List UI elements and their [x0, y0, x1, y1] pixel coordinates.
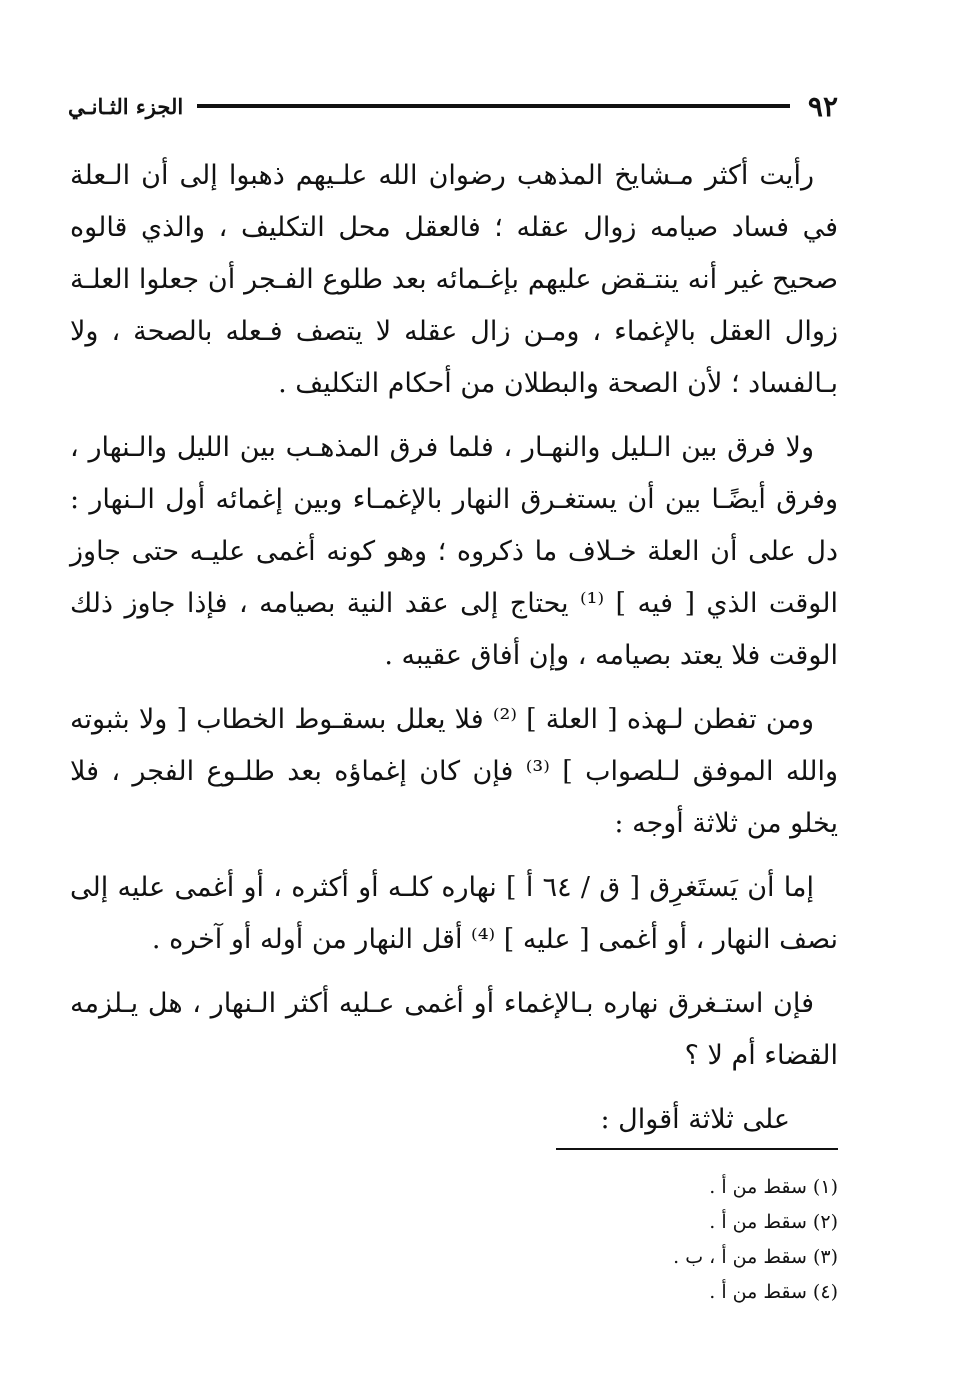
footnotes: [430, 1170, 838, 1310]
footnote-2: (٢) سقط من أ .: [709, 1211, 838, 1233]
footnote-rule: [556, 1148, 838, 1150]
paragraph-6: على ثلاثة أقوال :: [600, 1104, 790, 1135]
footnote-3: (٣) سقط من أ ، ب .: [673, 1246, 838, 1268]
paragraph-4: إما أن يَستَغرِق [ ق / ٦٤ أ ] نهاره كلـه أو أكثره ، أو أغمى عليه إلى نصف النهار ، أو أغمى [ عليه ] ⁽⁴⁾ أقل النهار من أوله أو آخره .: [70, 872, 838, 955]
page-number: ٩٢: [807, 89, 838, 123]
body-text: [70, 150, 838, 1158]
paragraph-3: ومن تفطن لـهذه [ العلة ] ⁽²⁾ فلا يعلل بسقـوط الخطاب [ ولا بثبوته والله الموفق لـلصواب ] ⁽³⁾ فإن كان إغماؤه بعد طلـوع الفجر ، فلا يخلو من ثلاثة أوجه :: [70, 704, 838, 839]
paragraph-5: فإن استـغرق نهاره بـالإغماء أو أغمى عـليه أكثر الـنهار ، هل يـلزمه القضاء أم لا ؟: [70, 988, 838, 1071]
footnote-4: (٤) سقط من أ .: [709, 1281, 838, 1303]
paragraph-1: رأيت أكثر مـشايخ المذهب رضوان الله علـيهم ذهبوا إلى أن الـعلة في فساد صيامه زوال عقله ؛ فالعقل محل التكليف ، والذي قالوه صحيح غير أنه ينتـقض عليهم بإغـمائه بعد طلوع الفـجر أن جعلوا العلـة زوال العقل بالإغماء ، ومـن زال عقله لا يتصف فـعله بالصحة ، ولا بـالفساد ؛ لأن الصحة والبطلان من أحكام التكليف .: [70, 160, 838, 399]
page-header: [68, 86, 838, 126]
paragraph-2: ولا فرق بين الـليل والنهـار ، فلما فرق المذهـب بين الليل والـنهار ، وفرق أيضًـا بين أن يستغـرق النهار بالإغمـاء وبين إغمائه أول الـنهار : دل على أن العلة خـلاف ما ذكروه ؛ وهو كونه أغمى عليـه حتى جاوز الوقت الذي [ فيه ] ⁽¹⁾ يحتاج إلى عقد النية بصيامه ، فإذا جاوز ذلك الوقت فلا يعتد بصيامه ، وإن أفاق عقيبه .: [70, 432, 838, 671]
footnote-1: (١) سقط من أ .: [709, 1176, 838, 1198]
running-title: الجزء الثـانـي: [68, 93, 184, 119]
header-rule: [197, 104, 790, 108]
